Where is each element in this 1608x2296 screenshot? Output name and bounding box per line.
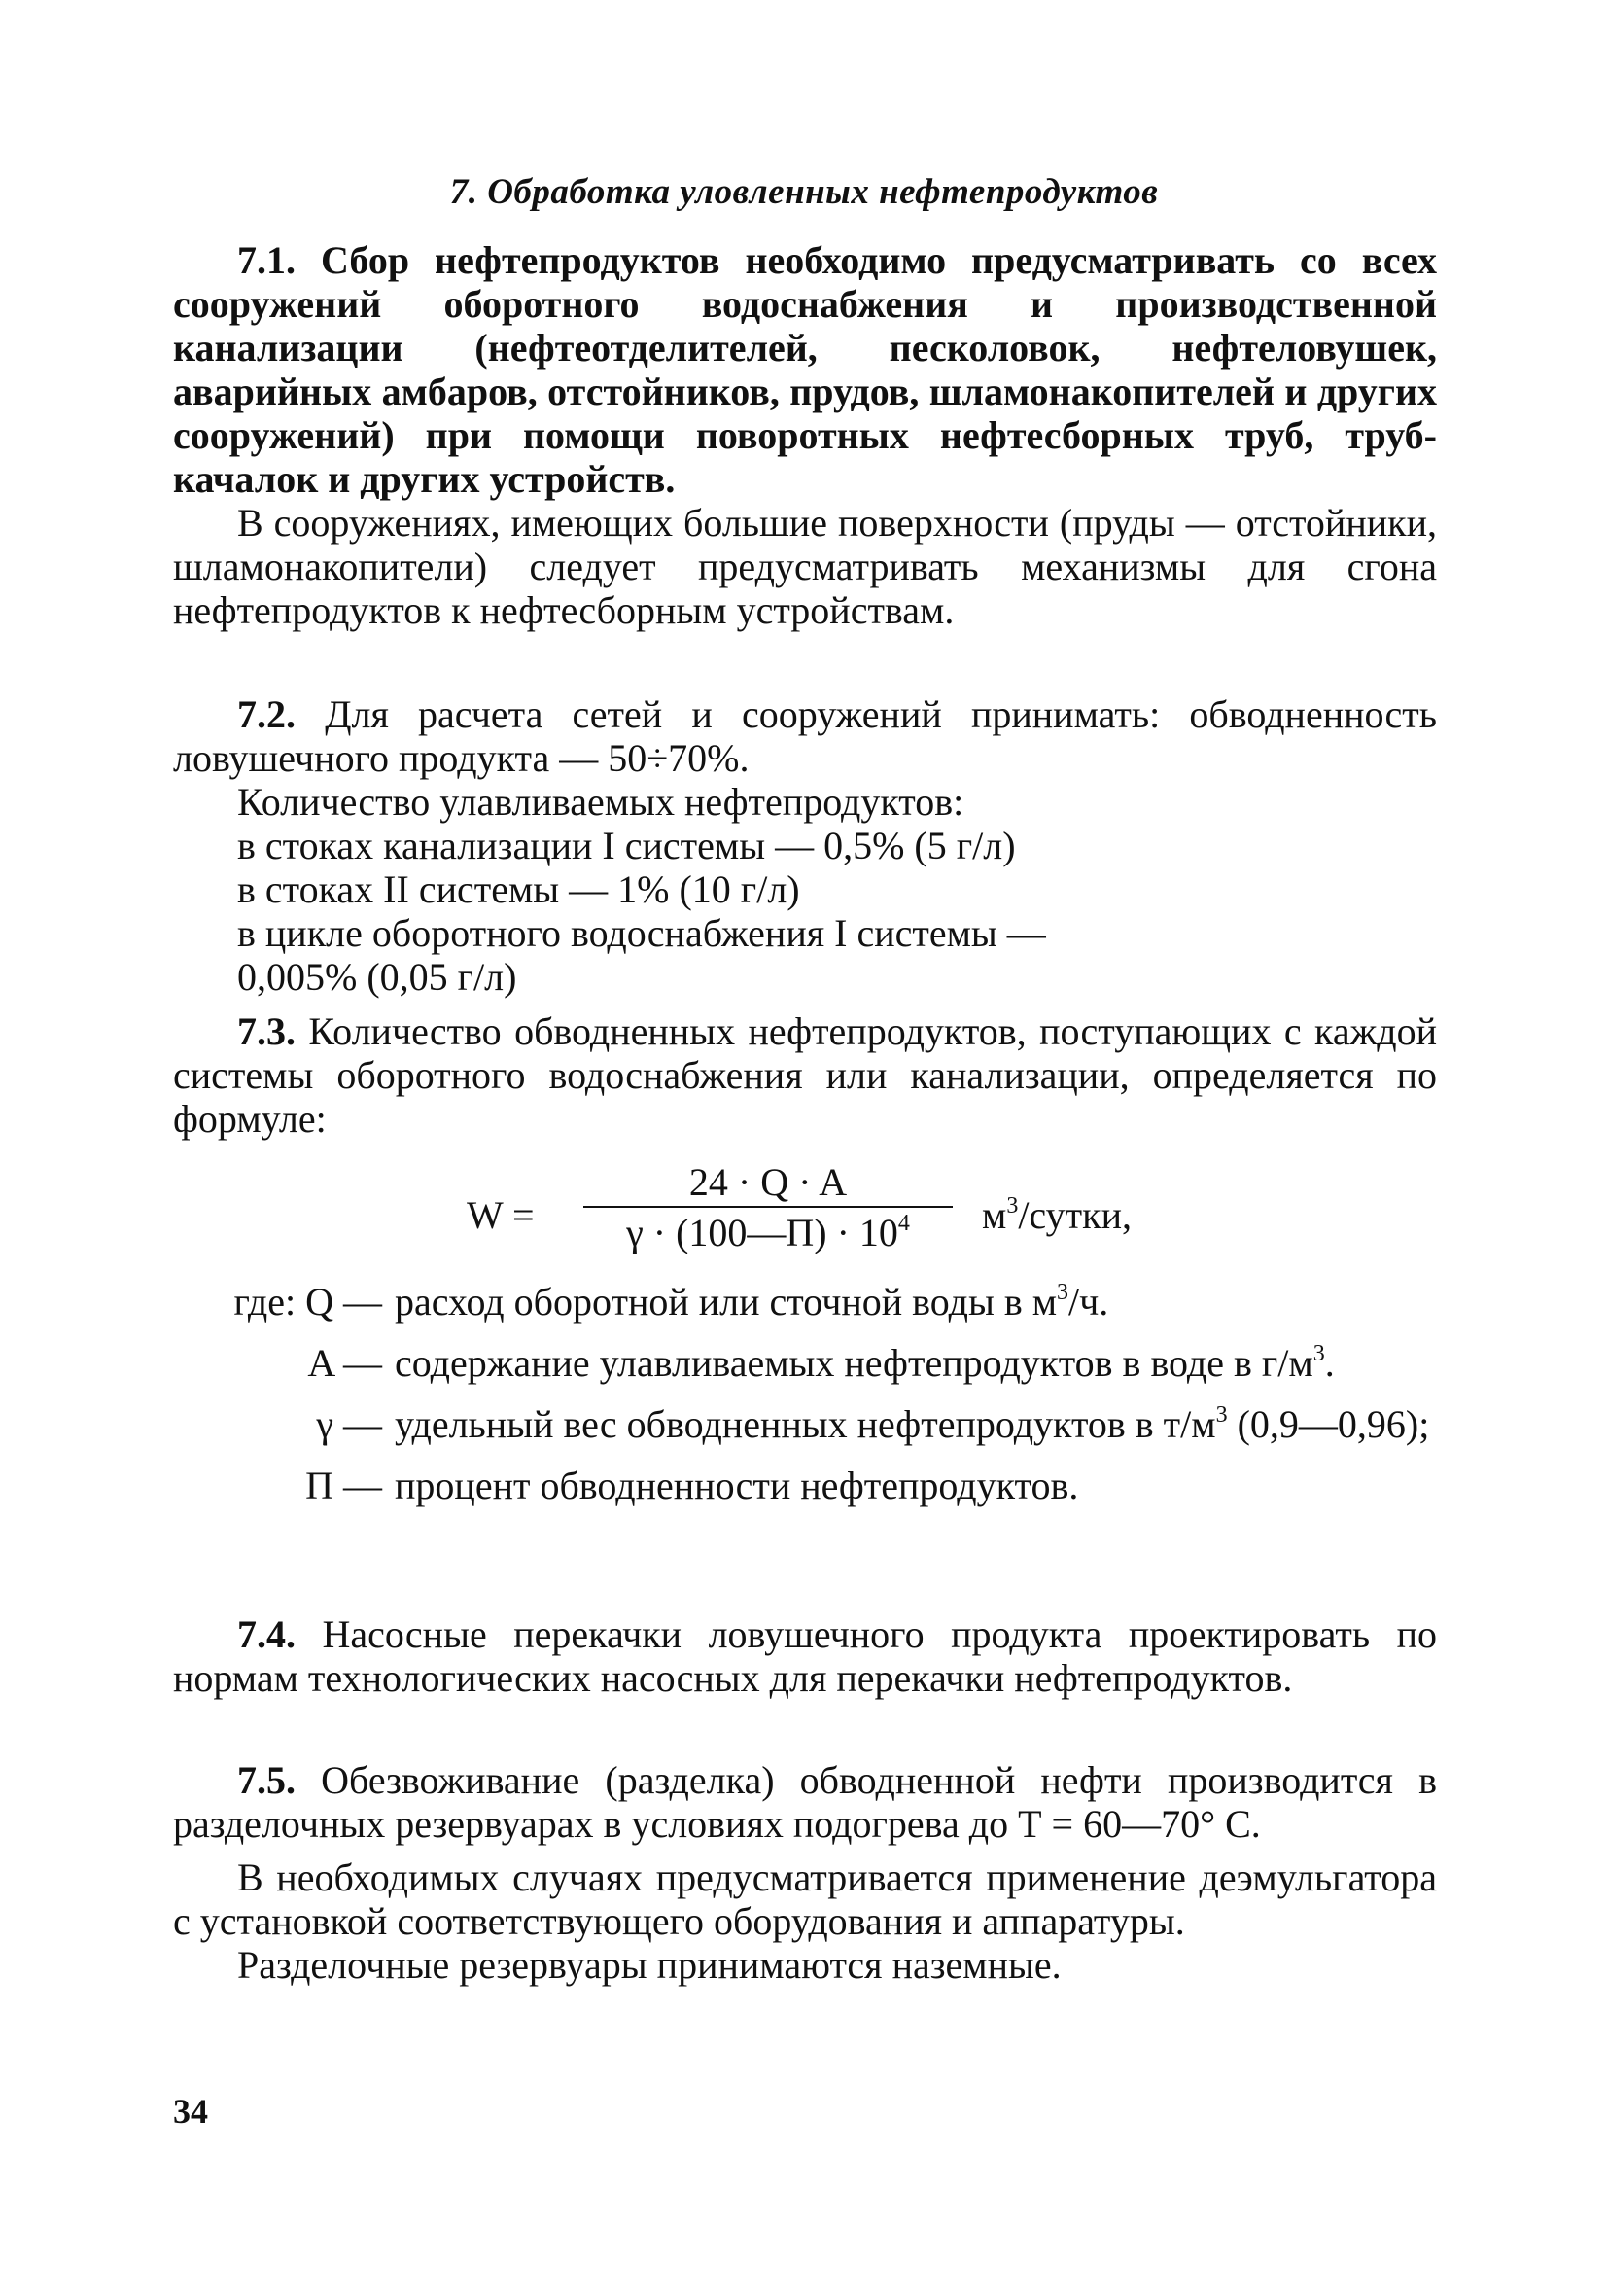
- clause-7-1-text: Сбор нефтепродуктов необходимо предусматривать со всех сооружений оборотного водоснабжения и производственной канализации (нефтеотделителей, песколовок, нефтеловушек, аварийных амбаров, отстойников, прудов, шламонакопителей и других сооружений) при помощи поворотных нефтесборных труб, труб-качалок и других устройств.: [173, 238, 1438, 501]
- section-7-1: [173, 238, 1437, 632]
- section-7-2: [173, 692, 1437, 780]
- clause-number-7-1: 7.1.: [237, 238, 296, 282]
- clause-number-7-3: 7.3.: [237, 1009, 296, 1053]
- definition-text: расход оборотной или сточной воды в $м^3/ч$.: [395, 1280, 1109, 1324]
- clause-number-7-4: 7.4.: [237, 1612, 296, 1656]
- definition-gamma: [173, 1402, 1437, 1446]
- section-7-4: [173, 1612, 1437, 1700]
- definition-text: удельный вес обводненных нефтепродуктов в $т/м^3$ (0,9—0,96);: [395, 1402, 1430, 1446]
- formula-lhs: W =: [467, 1193, 535, 1237]
- formula-definitions: [173, 1280, 1437, 1507]
- fraction-bar: [583, 1206, 953, 1208]
- section-7-5: [173, 1758, 1437, 1987]
- definition-text: процент обводненности нефтепродуктов.: [395, 1464, 1079, 1507]
- clause-7-3-text: Количество обводненных нефтепродуктов, поступающих с каждой системы оборотного водоснабжения или канализации, определяется по формуле:: [173, 1009, 1438, 1141]
- clause-7-4-text: Насосные перекачки ловушечного продукта проектировать по нормам технологических насосных для перекачки нефтепродуктов.: [173, 1612, 1438, 1700]
- definition-symbol: где: Q —: [233, 1280, 382, 1324]
- paragraph-7-1-2: В сооружениях, имеющих большие поверхности (пруды — отстойники, шламонакопители) следует предусматривать механизмы для сгона нефтепродуктов к нефтесборным устройствам.: [173, 501, 1437, 632]
- definition-q: [173, 1280, 1437, 1324]
- clause-number-7-2: 7.2.: [237, 692, 296, 736]
- paragraph-7-5-3: Разделочные резервуары принимаются наземные.: [237, 1943, 1062, 1987]
- page-number: 34: [173, 2092, 208, 2131]
- paragraph-7-1-1: [173, 238, 1437, 501]
- section-7-3: [173, 1009, 1437, 1141]
- list-item: в стоках канализации I системы — 0,5% (5 г/л): [237, 824, 1016, 867]
- definition-p: [173, 1464, 1437, 1507]
- definition-symbol: П —: [305, 1464, 382, 1507]
- formula: [467, 1155, 1206, 1262]
- paragraph-7-5-2: В необходимых случаях предусматривается применение деэмульгатора с установкой соответствующего оборудования и аппаратуры.: [173, 1855, 1437, 1943]
- formula-numerator: 24 · Q · A: [688, 1160, 848, 1204]
- definition-a: [173, 1341, 1437, 1385]
- clause-7-2-text: Для расчета сетей и сооружений принимать: обводненность ловушечного продукта — 50÷70%.: [173, 692, 1437, 780]
- definition-text: содержание улавливаемых нефтепродуктов в воде в $г/м^3$.: [395, 1341, 1335, 1385]
- definition-symbol: A —: [307, 1341, 382, 1385]
- clause-7-5-text: Обезвоживание (разделка) обводненной нефти производится в разделочных резервуарах в условиях подогрева до Т = 60—70° С.: [173, 1758, 1437, 1846]
- list-item: в стоках II системы — 1% (10 г/л): [237, 867, 800, 911]
- clause-number-7-5: 7.5.: [237, 1758, 296, 1802]
- quantity-list: [237, 780, 1404, 999]
- section-heading: 7. Обработка уловленных нефтепродуктов: [449, 172, 1159, 212]
- paragraph-7-4: [173, 1612, 1437, 1700]
- formula-denominator: γ · (100—П) · $10^4$: [626, 1211, 910, 1254]
- definition-symbol: γ —: [316, 1402, 382, 1446]
- formula-unit: $м^3$/сутки,: [982, 1193, 1132, 1237]
- list-item: 0,005% (0,05 г/л): [237, 955, 517, 999]
- paragraph-7-5-1: [173, 1758, 1437, 1846]
- list-title: Количество улавливаемых нефтепродуктов:: [237, 780, 964, 824]
- paragraph-7-3: [173, 1009, 1437, 1141]
- list-item: в цикле оборотного водоснабжения I системы —: [237, 911, 1046, 955]
- paragraph-7-2: [173, 692, 1437, 780]
